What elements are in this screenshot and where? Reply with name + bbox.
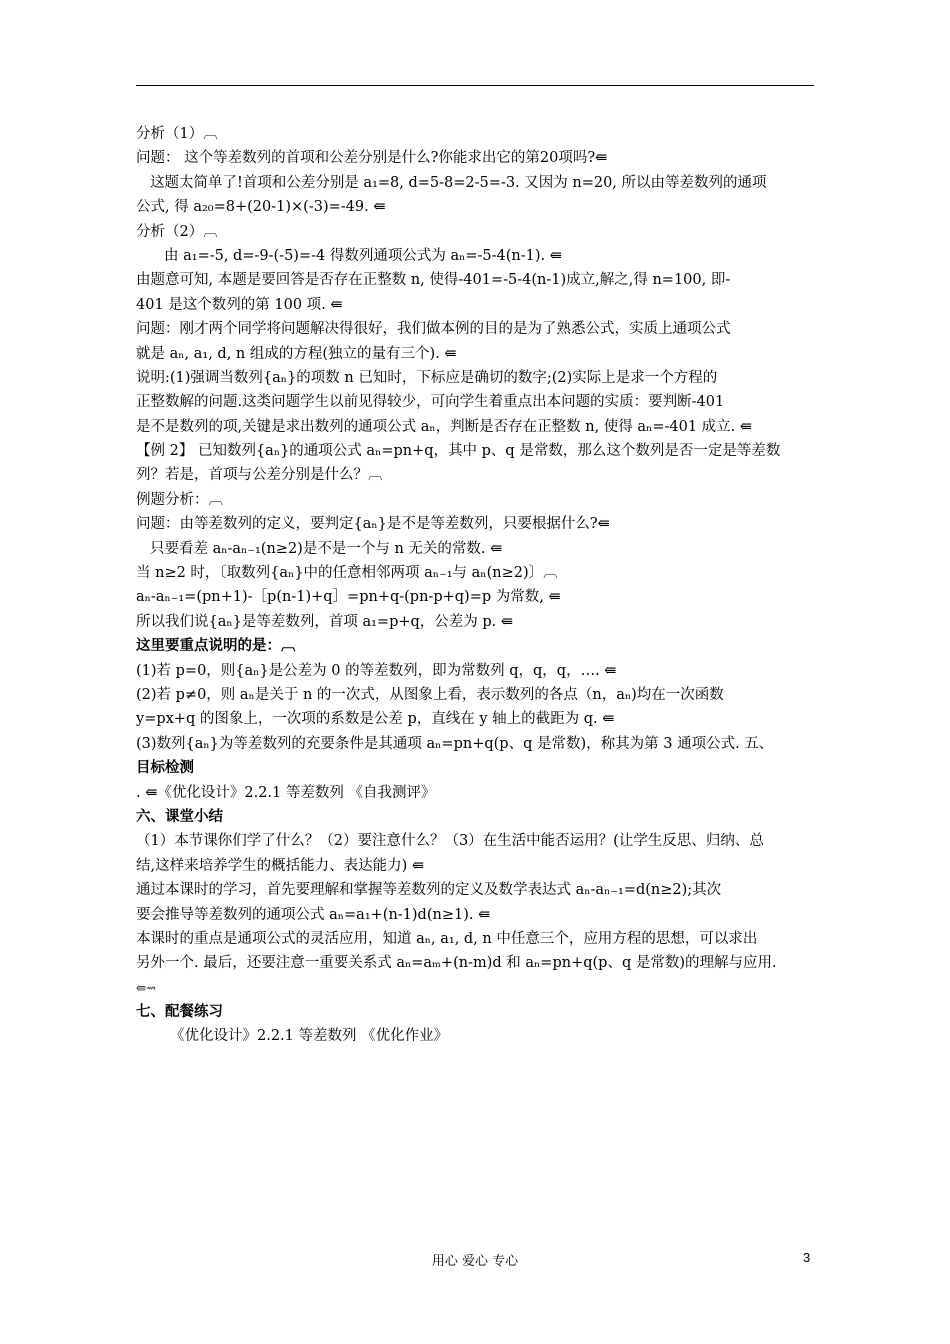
text-line: 《优化设计》2.2.1 等差数列 《优化作业》	[170, 1028, 449, 1045]
text-line: 问题： 这个等差数列的首项和公差分别是什么?你能求出它的第20项吗?⇚	[136, 150, 608, 167]
text-line: 就是 aₙ, a₁, d, n 组成的方程(独立的量有三个). ⇚	[136, 345, 457, 362]
text-line: 由题意可知, 本题是要回答是否存在正整数 n, 使得-401=-5-4(n-1)成立,解之,得 n=100, 即-	[136, 272, 731, 289]
section-heading: 目标检测	[136, 760, 194, 777]
header-rule	[136, 85, 814, 86]
section-heading: 这里要重点说明的是：︹	[136, 638, 296, 655]
text-line: 401 是这个数列的第 100 项. ⇚	[136, 296, 343, 313]
text-line: 分析（2）︹	[136, 223, 218, 240]
text-line: . ⇚《优化设计》2.2.1 等差数列 《自我测评》	[136, 784, 436, 801]
text-line: 本课时的重点是通项公式的灵活应用，知道 aₙ, a₁, d, n 中任意三个，应用方程的思想，可以求出	[136, 930, 758, 947]
text-line: 问题：刚才两个同学将问题解决得很好，我们做本例的目的是为了熟悉公式，实质上通项公式	[136, 321, 731, 338]
text-line: 问题：由等差数列的定义，要判定{aₙ}是不是等差数列，只要根据什么?⇚	[136, 516, 610, 533]
text-line: 列？若是，首项与公差分别是什么？︹	[136, 467, 383, 484]
section-heading: 七、配餐练习	[136, 1004, 223, 1021]
text-line: (1)若 p=0，则{aₙ}是公差为 0 的等差数列，即为常数列 q，q，q，…. ⇚	[136, 662, 617, 679]
text-line: 结,这样来培养学生的概括能力、表达能力) ⇚	[136, 857, 425, 874]
text-line: 是不是数列的项,关键是求出数列的通项公式 aₙ，判断是否存在正整数 n, 使得 aₙ=-401 成立. ⇚	[136, 418, 753, 435]
text-line: (3)数列{aₙ}为等差数列的充要条件是其通项 aₙ=pn+q(p、q 是常数)，称其为第 3 通项公式. 五、	[136, 735, 774, 752]
text-line: 所以我们说{aₙ}是等差数列，首项 a₁=p+q，公差为 p. ⇚	[136, 613, 514, 630]
text-line: 这题太简单了!首项和公差分别是 a₁=8, d=5-8=2-5=-3. 又因为 n=20, 所以由等差数列的通项	[150, 174, 767, 191]
text-line: （1）本节课你们学了什么？（2）要注意什么？（3）在生活中能否运用？(让学生反思、归纳、总	[136, 833, 764, 850]
text-line: y=px+q 的图象上，一次项的系数是公差 p，直线在 y 轴上的截距为 q. ⇚	[136, 711, 615, 728]
text-line: 分析（1）︹	[136, 126, 218, 142]
text-line: 另外一个. 最后，还要注意一重要关系式 aₙ=aₘ+(n-m)d 和 aₙ=pn+q(p、q 是常数)的理解与应用.	[136, 955, 777, 972]
text-line: 当 n≥2 时，〔取数列{aₙ}中的任意相邻两项 aₙ₋₁与 aₙ(n≥2)〕︹	[136, 565, 558, 582]
text-line: 由 a₁=-5, d=-9-(-5)=-4 得数列通项公式为 aₙ=-5-4(n-1). ⇚	[164, 247, 562, 264]
text-line: 说明:(1)强调当数列{aₙ}的项数 n 已知时，下标应是确切的数字;(2)实际上是求一个方程的	[136, 369, 718, 386]
paragraph-mark: ⇚⇝	[136, 980, 157, 995]
text-line: 要会推导等差数列的通项公式 aₙ=a₁+(n-1)d(n≥1). ⇚	[136, 906, 491, 923]
text-line: 正整数解的问题.这类问题学生以前见得较少，可向学生着重点出本问题的实质：要判断-401	[136, 394, 725, 411]
page-number: 3	[803, 1250, 811, 1265]
text-line: 通过本课时的学习，首先要理解和掌握等差数列的定义及数学表达式 aₙ-aₙ₋₁=d(n≥2);其次	[136, 882, 722, 899]
text-line: 只要看差 aₙ-aₙ₋₁(n≥2)是不是一个与 n 无关的常数. ⇚	[150, 540, 503, 557]
footer-motto: 用心 爱心 专心	[431, 1254, 519, 1269]
section-heading: 六、课堂小结	[136, 808, 223, 825]
text-line: aₙ-aₙ₋₁=(pn+1)-［p(n-1)+q］=pn+q-(pn-p+q)=p 为常数, ⇚	[136, 589, 561, 606]
document-body	[136, 122, 816, 1049]
text-line: 【例 2】 已知数列{aₙ}的通项公式 aₙ=pn+q，其中 p、q 是常数，那么这个数列是否一定是等差数	[136, 443, 781, 460]
text-line: 公式, 得 a₂₀=8+(20-1)×(-3)=-49. ⇚	[136, 199, 386, 216]
text-line: (2)若 p≠0，则 aₙ是关于 n 的一次式，从图象上看，表示数列的各点（n，aₙ)均在一次函数	[136, 686, 724, 703]
text-line: 例题分析：︹	[136, 491, 223, 508]
